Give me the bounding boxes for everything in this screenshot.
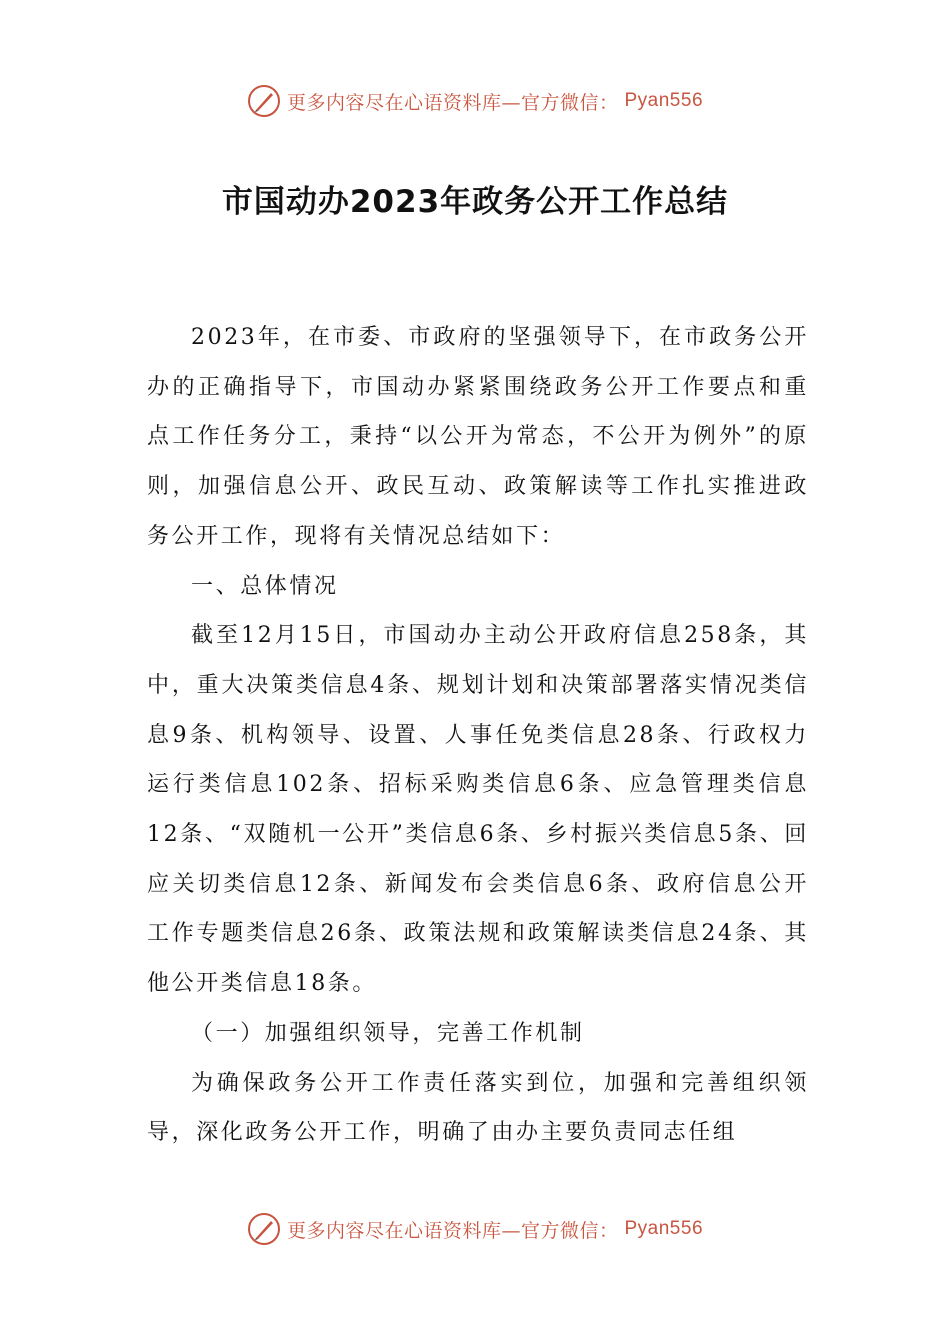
paragraph-intro: 2023年，在市委、市政府的坚强领导下，在市政务公开办的正确指导下，市国动办紧紧围绕政务公开工作要点和重点工作任务分工，秉持“以公开为常态，不公开为例外”的原则，加强信息公开、政民互动、政策解读等工作扎实推进政务公开工作，现将有关情况总结如下： [147, 325, 809, 549]
watermark-header [0, 84, 950, 118]
paragraph-statistics: 截至12月15日，市国动办主动公开政府信息258条，其中，重大决策类信息4条、规划计划和决策部署落实情况类信息9条、机构领导、设置、人事任免类信息28条、行政权力运行类信息102条、招标采购类信息6条、应急管理类信息12条、“双随机一公开”类信息6条、乡村振兴类信息5条、回应关切类信息12条、新闻发布会类信息6条、政府信息公开工作专题类信息26条、政策法规和政策解读类信息24条、其他公开类信息18条。 [147, 623, 809, 997]
watermark-footer [0, 1212, 950, 1246]
document-title: 市国动办2023年政务公开工作总结 [221, 184, 729, 220]
document-body [147, 313, 809, 1158]
quill-logo-icon [247, 84, 281, 118]
watermark-text: 更多内容尽在心语资料库—官方微信： [286, 91, 619, 114]
quill-logo-icon [247, 1212, 281, 1246]
watermark-text: 更多内容尽在心语资料库—官方微信： [286, 1219, 619, 1242]
paragraph-organization: 为确保政务公开工作责任落实到位，加强和完善组织领导，深化政务公开工作，明确了由办主要负责同志任组 [147, 1070, 809, 1146]
watermark-wechat-id: Pyan556 [624, 1218, 704, 1239]
watermark-wechat-id: Pyan556 [624, 90, 704, 111]
subsection-heading-organization: （一）加强组织领导，完善工作机制 [191, 1020, 585, 1046]
section-heading-overview: 一、总体情况 [191, 573, 339, 599]
